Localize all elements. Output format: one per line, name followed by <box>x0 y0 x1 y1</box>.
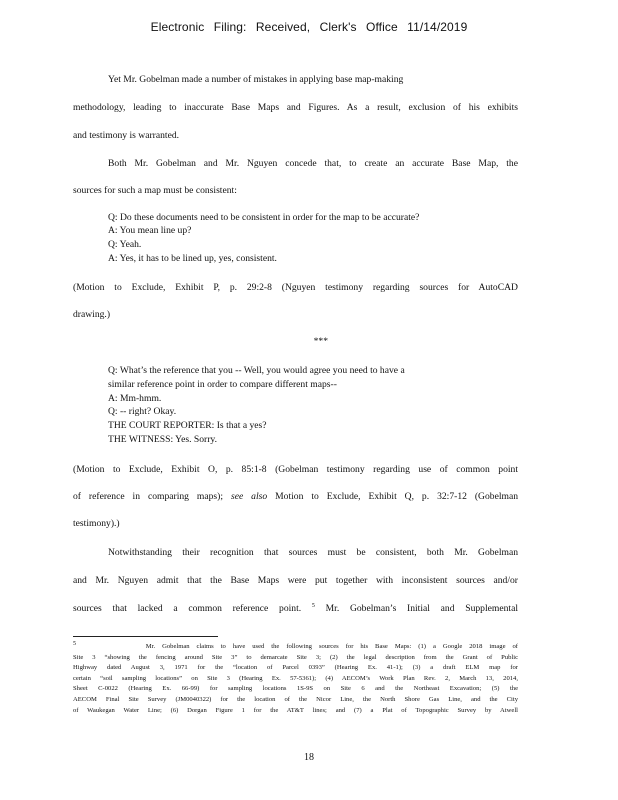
quote-1-line-2: A: You mean line up? <box>108 225 192 236</box>
paragraph-3-text-b: Mr. Gobelman’s Initial and Supplemental <box>325 603 518 614</box>
quote-1-line-1: Q: Do these documents need to be consistent in order for the map to be accurate? <box>108 212 420 223</box>
footnote-line-4: certain “soil sampling locations” on Site 3 (Hearing Ex. 57-5361); (4) AECOM’s Work Plan Rev. 2, March 13, 2014, <box>73 674 518 682</box>
paragraph-2-line-1: Both Mr. Gobelman and Mr. Nguyen concede that, to create an accurate Base Map, the <box>108 158 518 169</box>
paragraph-3-text-a: sources that lacked a common reference point. <box>73 603 302 614</box>
footnote-line-1 <box>73 642 518 653</box>
quote-2-line-5: THE COURT REPORTER: Is that a yes? <box>108 420 267 431</box>
footnote-line-7: of Waukegan Water Line; (6) Dorgan Figure 1 for the AT&T lines; and (7) a Plat of Topographic Survey by Atwell <box>73 706 518 714</box>
paragraph-3-line-2: and Mr. Nguyen admit that the Base Maps were put together with inconsistent sources and/or <box>73 575 518 586</box>
filing-header: Electronic Filing: Received, Clerk's Office 11/14/2019 <box>150 20 468 34</box>
citation-2-line-2 <box>73 491 518 502</box>
paragraph-2-line-2: sources for such a map must be consistent: <box>73 185 237 196</box>
citation-2-text-b: Motion to Exclude, Exhibit Q, p. 32:7-12 (Gobelman <box>275 491 519 502</box>
footnote-line-3: Highway dated August 3, 1971 for the “location of Parcel 0393” (Hearing Ex. 41-1); (3) a draft ELM map for <box>73 664 518 672</box>
citation-1-line-2: drawing.) <box>73 309 111 320</box>
footnote-marker: 5 <box>73 640 76 647</box>
quote-1-line-3: Q: Yeah. <box>108 239 142 250</box>
quote-2-line-1: Q: What’s the reference that you -- Well, you would agree you need to have a <box>108 365 405 376</box>
quote-2-line-3: A: Mm-hmm. <box>108 393 162 404</box>
footnote-line-2: Site 3 “showing the fencing around Site 3” to demarcate Site 3; (2) the legal description from the Grant of Public <box>73 653 518 661</box>
footnote-line-6: AECOM Final Site Survey (JM0040322) for the location of the Nicor Line, the North Shore Gas Line, and the City <box>73 695 518 703</box>
page-number: 18 <box>304 752 314 763</box>
citation-1-line-1: (Motion to Exclude, Exhibit P, p. 29:2-8 (Nguyen testimony regarding sources for AutoCAD <box>73 282 518 293</box>
footnote-reference: 5 <box>311 602 315 609</box>
footnote-divider <box>73 636 218 637</box>
paragraph-3-line-3 <box>73 603 518 614</box>
footnote-line-5: Sheet C-0022 (Hearing Ex. 66-99) for sampling locations 1S-9S on Site 6 and the Northeast Excavation; (5) the <box>73 685 518 693</box>
citation-2-line-3: testimony).) <box>73 518 120 529</box>
citation-2-line-1: (Motion to Exclude, Exhibit O, p. 85:1-8 (Gobelman testimony regarding use of common point <box>73 464 518 475</box>
footnote-5 <box>73 642 518 716</box>
quote-2-line-2: similar reference point in order to compare different maps-- <box>108 379 337 390</box>
paragraph-1-line-2: methodology, leading to inaccurate Base Maps and Figures. As a result, exclusion of his exhibits <box>73 102 518 113</box>
footnote-line-1-text: Mr. Gobelman claims to have used the following sources for his Base Maps: (1) a Google 2018 image of <box>145 643 518 650</box>
paragraph-3-line-1: Notwithstanding their recognition that sources must be consistent, both Mr. Gobelman <box>108 547 518 558</box>
quote-2-line-6: THE WITNESS: Yes. Sorry. <box>108 434 218 445</box>
paragraph-1-line-1: Yet Mr. Gobelman made a number of mistakes in applying base map-making <box>108 74 404 85</box>
citation-2-text-a: of reference in comparing maps); <box>73 491 224 502</box>
see-also-signal: see also <box>230 491 268 502</box>
section-break-stars: *** <box>313 336 328 347</box>
paragraph-1-line-3: and testimony is warranted. <box>73 130 180 141</box>
quote-2-line-4: Q: -- right? Okay. <box>108 406 177 417</box>
quote-1-line-4: A: Yes, it has to be lined up, yes, consistent. <box>108 253 277 264</box>
